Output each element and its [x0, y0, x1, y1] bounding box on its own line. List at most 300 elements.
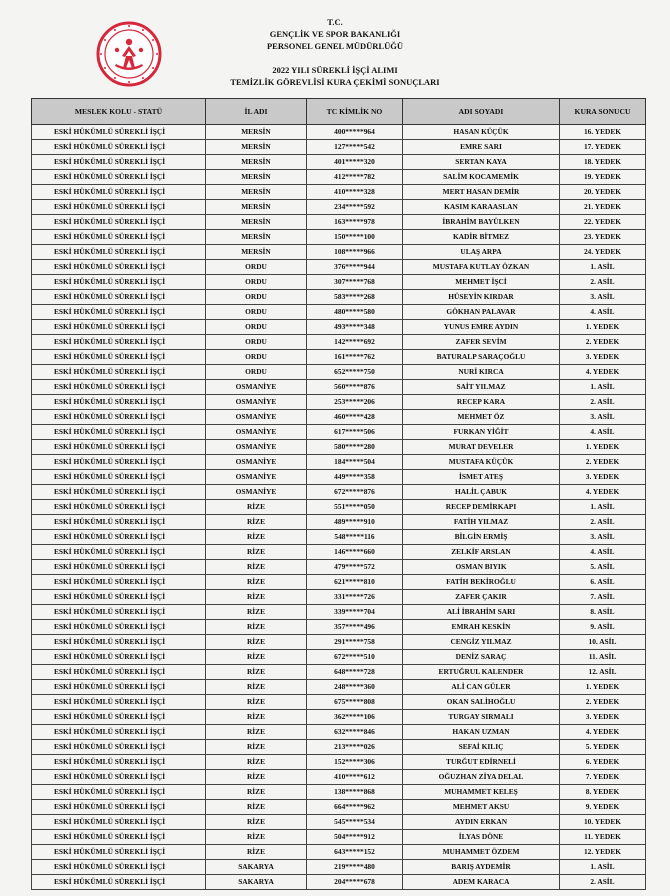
header-tc: T.C. — [327, 17, 343, 27]
cell-province: RİZE — [206, 650, 307, 665]
cell-province: RİZE — [206, 800, 307, 815]
table-row — [32, 200, 646, 215]
cell-province: RİZE — [206, 590, 307, 605]
cell-province: MERSİN — [206, 155, 307, 170]
cell-full-name: AYDIN ERKAN — [403, 815, 560, 830]
cell-occupation: ESKİ HÜKÜMLÜ SÜREKLİ İŞÇİ — [32, 545, 206, 560]
cell-occupation: ESKİ HÜKÜMLÜ SÜREKLİ İŞÇİ — [32, 290, 206, 305]
cell-lottery-result: 2. ASİL — [560, 515, 646, 530]
table-row — [32, 680, 646, 695]
cell-occupation: ESKİ HÜKÜMLÜ SÜREKLİ İŞÇİ — [32, 530, 206, 545]
cell-occupation: ESKİ HÜKÜMLÜ SÜREKLİ İŞÇİ — [32, 710, 206, 725]
cell-occupation: ESKİ HÜKÜMLÜ SÜREKLİ İŞÇİ — [32, 260, 206, 275]
cell-lottery-result: 2. YEDEK — [560, 455, 646, 470]
table-row — [32, 605, 646, 620]
cell-occupation: ESKİ HÜKÜMLÜ SÜREKLİ İŞÇİ — [32, 650, 206, 665]
cell-tc-number: 560*****876 — [307, 380, 403, 395]
cell-province: RİZE — [206, 665, 307, 680]
cell-province: RİZE — [206, 770, 307, 785]
table-row — [32, 830, 646, 845]
cell-occupation: ESKİ HÜKÜMLÜ SÜREKLİ İŞÇİ — [32, 755, 206, 770]
cell-province: RİZE — [206, 575, 307, 590]
column-header-tc-number: TC KİMLİK NO — [307, 99, 403, 125]
cell-full-name: KASIM KARAASLAN — [403, 200, 560, 215]
cell-province: ORDU — [206, 320, 307, 335]
cell-occupation: ESKİ HÜKÜMLÜ SÜREKLİ İŞÇİ — [32, 275, 206, 290]
table-row — [32, 440, 646, 455]
cell-province: ORDU — [206, 275, 307, 290]
cell-lottery-result: 8. YEDEK — [560, 785, 646, 800]
cell-occupation: ESKİ HÜKÜMLÜ SÜREKLİ İŞÇİ — [32, 665, 206, 680]
cell-lottery-result: 4. ASİL — [560, 545, 646, 560]
cell-occupation: ESKİ HÜKÜMLÜ SÜREKLİ İŞÇİ — [32, 725, 206, 740]
table-row — [32, 230, 646, 245]
cell-full-name: EMRAH KESKİN — [403, 620, 560, 635]
cell-lottery-result: 2. YEDEK — [560, 695, 646, 710]
cell-occupation: ESKİ HÜKÜMLÜ SÜREKLİ İŞÇİ — [32, 440, 206, 455]
cell-lottery-result: 6. YEDEK — [560, 755, 646, 770]
cell-occupation: ESKİ HÜKÜMLÜ SÜREKLİ İŞÇİ — [32, 605, 206, 620]
cell-full-name: FATİH BEKİROĞLU — [403, 575, 560, 590]
cell-lottery-result: 12. ASİL — [560, 665, 646, 680]
cell-tc-number: 672*****876 — [307, 485, 403, 500]
cell-full-name: DENİZ SARAÇ — [403, 650, 560, 665]
table-row — [32, 305, 646, 320]
cell-lottery-result: 3. YEDEK — [560, 710, 646, 725]
cell-province: ORDU — [206, 335, 307, 350]
table-row — [32, 770, 646, 785]
cell-occupation: ESKİ HÜKÜMLÜ SÜREKLİ İŞÇİ — [32, 200, 206, 215]
cell-occupation: ESKİ HÜKÜMLÜ SÜREKLİ İŞÇİ — [32, 740, 206, 755]
cell-full-name: EMRE SARI — [403, 140, 560, 155]
cell-full-name: İBRAHİM BAYÜLKEN — [403, 215, 560, 230]
cell-lottery-result: 16. YEDEK — [560, 125, 646, 140]
cell-province: OSMANİYE — [206, 485, 307, 500]
cell-occupation: ESKİ HÜKÜMLÜ SÜREKLİ İŞÇİ — [32, 140, 206, 155]
cell-province: RİZE — [206, 515, 307, 530]
cell-occupation: ESKİ HÜKÜMLÜ SÜREKLİ İŞÇİ — [32, 785, 206, 800]
cell-lottery-result: 2. ASİL — [560, 395, 646, 410]
cell-full-name: ALİ CAN GÜLER — [403, 680, 560, 695]
cell-occupation: ESKİ HÜKÜMLÜ SÜREKLİ İŞÇİ — [32, 485, 206, 500]
table-row — [32, 350, 646, 365]
cell-province: RİZE — [206, 755, 307, 770]
cell-full-name: BİLGİN ERMİŞ — [403, 530, 560, 545]
cell-tc-number: 643*****152 — [307, 845, 403, 860]
cell-full-name: MUHAMMET KELEŞ — [403, 785, 560, 800]
lottery-results-table — [31, 98, 646, 890]
cell-tc-number: 460*****428 — [307, 410, 403, 425]
cell-tc-number: 142*****692 — [307, 335, 403, 350]
cell-lottery-result: 10. YEDEK — [560, 815, 646, 830]
cell-full-name: BATURALP SARAÇOĞLU — [403, 350, 560, 365]
cell-lottery-result: 2. ASİL — [560, 275, 646, 290]
table-row — [32, 125, 646, 140]
cell-lottery-result: 1. YEDEK — [560, 320, 646, 335]
cell-lottery-result: 12. YEDEK — [560, 845, 646, 860]
cell-lottery-result: 20. YEDEK — [560, 185, 646, 200]
cell-province: RİZE — [206, 725, 307, 740]
cell-lottery-result: 11. YEDEK — [560, 830, 646, 845]
cell-full-name: MEHMET AKSU — [403, 800, 560, 815]
cell-occupation: ESKİ HÜKÜMLÜ SÜREKLİ İŞÇİ — [32, 365, 206, 380]
table-row — [32, 320, 646, 335]
table-row — [32, 365, 646, 380]
cell-tc-number: 493*****348 — [307, 320, 403, 335]
cell-lottery-result: 23. YEDEK — [560, 230, 646, 245]
cell-occupation: ESKİ HÜKÜMLÜ SÜREKLİ İŞÇİ — [32, 515, 206, 530]
cell-occupation: ESKİ HÜKÜMLÜ SÜREKLİ İŞÇİ — [32, 305, 206, 320]
cell-province: MERSİN — [206, 170, 307, 185]
cell-full-name: İSMET ATEŞ — [403, 470, 560, 485]
cell-full-name: CENGİZ YILMAZ — [403, 635, 560, 650]
table-row — [32, 275, 646, 290]
cell-lottery-result: 3. YEDEK — [560, 350, 646, 365]
cell-tc-number: 675*****808 — [307, 695, 403, 710]
table-row — [32, 515, 646, 530]
cell-full-name: GÖKHAN PALAVAR — [403, 305, 560, 320]
cell-province: OSMANİYE — [206, 455, 307, 470]
cell-lottery-result: 2. YEDEK — [560, 335, 646, 350]
cell-full-name: KADİR BİTMEZ — [403, 230, 560, 245]
cell-occupation: ESKİ HÜKÜMLÜ SÜREKLİ İŞÇİ — [32, 500, 206, 515]
table-row — [32, 665, 646, 680]
cell-occupation: ESKİ HÜKÜMLÜ SÜREKLİ İŞÇİ — [32, 230, 206, 245]
cell-occupation: ESKİ HÜKÜMLÜ SÜREKLİ İŞÇİ — [32, 350, 206, 365]
table-body — [32, 125, 646, 890]
table-row — [32, 245, 646, 260]
cell-province: RİZE — [206, 545, 307, 560]
cell-full-name: YUNUS EMRE AYDIN — [403, 320, 560, 335]
cell-full-name: ALİ İBRAHİM SARI — [403, 605, 560, 620]
cell-province: ORDU — [206, 350, 307, 365]
cell-tc-number: 127*****542 — [307, 140, 403, 155]
document-header — [0, 16, 670, 88]
cell-occupation: ESKİ HÜKÜMLÜ SÜREKLİ İŞÇİ — [32, 335, 206, 350]
cell-province: RİZE — [206, 500, 307, 515]
cell-tc-number: 548*****116 — [307, 530, 403, 545]
cell-occupation: ESKİ HÜKÜMLÜ SÜREKLİ İŞÇİ — [32, 395, 206, 410]
cell-tc-number: 161*****762 — [307, 350, 403, 365]
cell-full-name: BARIŞ AYDEMİR — [403, 860, 560, 875]
cell-province: RİZE — [206, 635, 307, 650]
table-header-row — [32, 99, 646, 125]
cell-lottery-result: 17. YEDEK — [560, 140, 646, 155]
cell-occupation: ESKİ HÜKÜMLÜ SÜREKLİ İŞÇİ — [32, 845, 206, 860]
cell-occupation: ESKİ HÜKÜMLÜ SÜREKLİ İŞÇİ — [32, 800, 206, 815]
cell-tc-number: 152*****306 — [307, 755, 403, 770]
header-lottery-title: TEMİZLİK GÖREVLİSİ KURA ÇEKİMİ SONUÇLARI — [230, 77, 440, 87]
table-row — [32, 290, 646, 305]
cell-occupation: ESKİ HÜKÜMLÜ SÜREKLİ İŞÇİ — [32, 380, 206, 395]
cell-tc-number: 401*****320 — [307, 155, 403, 170]
cell-province: RİZE — [206, 785, 307, 800]
cell-full-name: TURGAY SIRMALI — [403, 710, 560, 725]
cell-province: ORDU — [206, 365, 307, 380]
cell-occupation: ESKİ HÜKÜMLÜ SÜREKLİ İŞÇİ — [32, 425, 206, 440]
cell-tc-number: 410*****328 — [307, 185, 403, 200]
cell-full-name: RECEP KARA — [403, 395, 560, 410]
cell-occupation: ESKİ HÜKÜMLÜ SÜREKLİ İŞÇİ — [32, 125, 206, 140]
cell-tc-number: 621*****810 — [307, 575, 403, 590]
cell-lottery-result: 9. ASİL — [560, 620, 646, 635]
cell-tc-number: 213*****026 — [307, 740, 403, 755]
table-row — [32, 560, 646, 575]
table-row — [32, 260, 646, 275]
cell-tc-number: 648*****728 — [307, 665, 403, 680]
cell-tc-number: 580*****280 — [307, 440, 403, 455]
cell-full-name: ZAFER SEVİM — [403, 335, 560, 350]
cell-full-name: OĞUZHAN ZİYA DELAL — [403, 770, 560, 785]
cell-occupation: ESKİ HÜKÜMLÜ SÜREKLİ İŞÇİ — [32, 815, 206, 830]
cell-tc-number: 410*****612 — [307, 770, 403, 785]
cell-lottery-result: 7. YEDEK — [560, 770, 646, 785]
table-row — [32, 185, 646, 200]
cell-tc-number: 376*****944 — [307, 260, 403, 275]
cell-lottery-result: 18. YEDEK — [560, 155, 646, 170]
cell-occupation: ESKİ HÜKÜMLÜ SÜREKLİ İŞÇİ — [32, 185, 206, 200]
table-row — [32, 470, 646, 485]
table-row — [32, 815, 646, 830]
cell-tc-number: 489*****910 — [307, 515, 403, 530]
column-header-province: İL ADI — [206, 99, 307, 125]
table-row — [32, 425, 646, 440]
cell-province: MERSİN — [206, 140, 307, 155]
cell-tc-number: 357*****496 — [307, 620, 403, 635]
table-row — [32, 725, 646, 740]
cell-tc-number: 479*****572 — [307, 560, 403, 575]
cell-occupation: ESKİ HÜKÜMLÜ SÜREKLİ İŞÇİ — [32, 620, 206, 635]
cell-tc-number: 248*****360 — [307, 680, 403, 695]
cell-tc-number: 108*****966 — [307, 245, 403, 260]
table-row — [32, 755, 646, 770]
cell-tc-number: 146*****660 — [307, 545, 403, 560]
cell-tc-number: 551*****050 — [307, 500, 403, 515]
cell-province: MERSİN — [206, 200, 307, 215]
cell-province: MERSİN — [206, 245, 307, 260]
cell-occupation: ESKİ HÜKÜMLÜ SÜREKLİ İŞÇİ — [32, 680, 206, 695]
cell-lottery-result: 5. YEDEK — [560, 740, 646, 755]
cell-province: OSMANİYE — [206, 380, 307, 395]
cell-tc-number: 583*****268 — [307, 290, 403, 305]
header-directorate: PERSONEL GENEL MÜDÜRLÜĞÜ — [266, 41, 404, 51]
cell-province: MERSİN — [206, 230, 307, 245]
table-row — [32, 620, 646, 635]
cell-occupation: ESKİ HÜKÜMLÜ SÜREKLİ İŞÇİ — [32, 410, 206, 425]
table-row — [32, 140, 646, 155]
cell-lottery-result: 19. YEDEK — [560, 170, 646, 185]
cell-tc-number: 204*****678 — [307, 875, 403, 890]
cell-province: ORDU — [206, 260, 307, 275]
cell-full-name: ULAŞ ARPA — [403, 245, 560, 260]
cell-full-name: HALİL ÇABUK — [403, 485, 560, 500]
table-row — [32, 410, 646, 425]
cell-tc-number: 664*****962 — [307, 800, 403, 815]
cell-province: RİZE — [206, 605, 307, 620]
cell-lottery-result: 22. YEDEK — [560, 215, 646, 230]
cell-tc-number: 331*****726 — [307, 590, 403, 605]
cell-lottery-result: 1. YEDEK — [560, 440, 646, 455]
cell-tc-number: 412*****782 — [307, 170, 403, 185]
cell-province: RİZE — [206, 710, 307, 725]
table-row — [32, 860, 646, 875]
cell-occupation: ESKİ HÜKÜMLÜ SÜREKLİ İŞÇİ — [32, 635, 206, 650]
table-row — [32, 635, 646, 650]
cell-province: RİZE — [206, 815, 307, 830]
cell-occupation: ESKİ HÜKÜMLÜ SÜREKLİ İŞÇİ — [32, 695, 206, 710]
cell-lottery-result: 1. ASİL — [560, 500, 646, 515]
cell-full-name: SAİT YILMAZ — [403, 380, 560, 395]
cell-occupation: ESKİ HÜKÜMLÜ SÜREKLİ İŞÇİ — [32, 155, 206, 170]
cell-province: MERSİN — [206, 215, 307, 230]
column-header-lottery-result: KURA SONUCU — [560, 99, 646, 125]
cell-tc-number: 504*****912 — [307, 830, 403, 845]
cell-full-name: SEFAİ KILIÇ — [403, 740, 560, 755]
cell-province: MERSİN — [206, 185, 307, 200]
cell-occupation: ESKİ HÜKÜMLÜ SÜREKLİ İŞÇİ — [32, 320, 206, 335]
table-row — [32, 500, 646, 515]
cell-lottery-result: 1. YEDEK — [560, 680, 646, 695]
cell-full-name: FATİH YILMAZ — [403, 515, 560, 530]
cell-province: ORDU — [206, 290, 307, 305]
cell-province: RİZE — [206, 680, 307, 695]
table-row — [32, 155, 646, 170]
cell-full-name: MEHMET İŞCİ — [403, 275, 560, 290]
cell-lottery-result: 3. YEDEK — [560, 470, 646, 485]
cell-lottery-result: 11. ASİL — [560, 650, 646, 665]
cell-province: ORDU — [206, 305, 307, 320]
cell-occupation: ESKİ HÜKÜMLÜ SÜREKLİ İŞÇİ — [32, 575, 206, 590]
cell-occupation: ESKİ HÜKÜMLÜ SÜREKLİ İŞÇİ — [32, 470, 206, 485]
cell-occupation: ESKİ HÜKÜMLÜ SÜREKLİ İŞÇİ — [32, 560, 206, 575]
cell-province: RİZE — [206, 830, 307, 845]
cell-lottery-result: 1. ASİL — [560, 860, 646, 875]
cell-full-name: ZAFER ÇAKIR — [403, 590, 560, 605]
cell-tc-number: 234*****592 — [307, 200, 403, 215]
cell-lottery-result: 10. ASİL — [560, 635, 646, 650]
table-row — [32, 170, 646, 185]
cell-province: OSMANİYE — [206, 440, 307, 455]
cell-full-name: SALİM KOCAMEMİK — [403, 170, 560, 185]
cell-tc-number: 163*****978 — [307, 215, 403, 230]
table-row — [32, 710, 646, 725]
cell-tc-number: 672*****510 — [307, 650, 403, 665]
cell-lottery-result: 5. ASİL — [560, 560, 646, 575]
cell-province: OSMANİYE — [206, 470, 307, 485]
cell-tc-number: 449*****358 — [307, 470, 403, 485]
cell-lottery-result: 4. ASİL — [560, 425, 646, 440]
cell-tc-number: 253*****206 — [307, 395, 403, 410]
cell-occupation: ESKİ HÜKÜMLÜ SÜREKLİ İŞÇİ — [32, 170, 206, 185]
cell-full-name: NURİ KIRCA — [403, 365, 560, 380]
cell-full-name: ZELKİF ARSLAN — [403, 545, 560, 560]
cell-full-name: MURAT DEVELER — [403, 440, 560, 455]
cell-occupation: ESKİ HÜKÜMLÜ SÜREKLİ İŞÇİ — [32, 860, 206, 875]
cell-tc-number: 652*****750 — [307, 365, 403, 380]
table-row — [32, 485, 646, 500]
cell-full-name: HÜSEYİN KIRDAR — [403, 290, 560, 305]
cell-province: OSMANİYE — [206, 410, 307, 425]
table-row — [32, 845, 646, 860]
cell-full-name: MERT HASAN DEMİR — [403, 185, 560, 200]
cell-full-name: RECEP DEMİRKAPI — [403, 500, 560, 515]
cell-province: SAKARYA — [206, 875, 307, 890]
cell-full-name: MUSTAFA KÜÇÜK — [403, 455, 560, 470]
cell-full-name: ERTUĞRUL KALENDER — [403, 665, 560, 680]
cell-tc-number: 632*****846 — [307, 725, 403, 740]
cell-tc-number: 307*****768 — [307, 275, 403, 290]
cell-tc-number: 184*****504 — [307, 455, 403, 470]
cell-full-name: ADEM KARACA — [403, 875, 560, 890]
cell-tc-number: 291*****758 — [307, 635, 403, 650]
table-row — [32, 875, 646, 890]
table-row — [32, 455, 646, 470]
cell-lottery-result: 3. ASİL — [560, 410, 646, 425]
cell-full-name: MUSTAFA KUTLAY ÖZKAN — [403, 260, 560, 275]
table-row — [32, 695, 646, 710]
cell-lottery-result: 9. YEDEK — [560, 800, 646, 815]
cell-province: OSMANİYE — [206, 395, 307, 410]
cell-lottery-result: 1. ASİL — [560, 260, 646, 275]
cell-lottery-result: 1. ASİL — [560, 380, 646, 395]
cell-lottery-result: 21. YEDEK — [560, 200, 646, 215]
table-row — [32, 335, 646, 350]
cell-tc-number: 150*****100 — [307, 230, 403, 245]
cell-province: RİZE — [206, 530, 307, 545]
cell-lottery-result: 24. YEDEK — [560, 245, 646, 260]
cell-lottery-result: 4. YEDEK — [560, 485, 646, 500]
cell-province: OSMANİYE — [206, 425, 307, 440]
table-row — [32, 800, 646, 815]
cell-province: MERSİN — [206, 125, 307, 140]
cell-tc-number: 138*****868 — [307, 785, 403, 800]
cell-lottery-result: 3. ASİL — [560, 290, 646, 305]
cell-lottery-result: 4. ASİL — [560, 305, 646, 320]
table-row — [32, 740, 646, 755]
cell-full-name: MUHAMMET ÖZDEM — [403, 845, 560, 860]
cell-full-name: HAKAN UZMAN — [403, 725, 560, 740]
column-header-occupation: MESLEK KOLU - STATÜ — [32, 99, 206, 125]
table-row — [32, 380, 646, 395]
cell-full-name: TURĞUT EDİRNELİ — [403, 755, 560, 770]
cell-province: RİZE — [206, 620, 307, 635]
cell-occupation: ESKİ HÜKÜMLÜ SÜREKLİ İŞÇİ — [32, 590, 206, 605]
cell-full-name: FURKAN YİĞİT — [403, 425, 560, 440]
cell-full-name: İLYAS DÖNE — [403, 830, 560, 845]
cell-occupation: ESKİ HÜKÜMLÜ SÜREKLİ İŞÇİ — [32, 245, 206, 260]
cell-occupation: ESKİ HÜKÜMLÜ SÜREKLİ İŞÇİ — [32, 770, 206, 785]
cell-tc-number: 617*****506 — [307, 425, 403, 440]
cell-full-name: MEHMET ÖZ — [403, 410, 560, 425]
cell-tc-number: 400*****964 — [307, 125, 403, 140]
cell-tc-number: 219*****480 — [307, 860, 403, 875]
column-header-full-name: ADI SOYADI — [403, 99, 560, 125]
cell-tc-number: 339*****704 — [307, 605, 403, 620]
cell-full-name: OSMAN BIYIK — [403, 560, 560, 575]
table-row — [32, 395, 646, 410]
cell-province: SAKARYA — [206, 860, 307, 875]
table-row — [32, 590, 646, 605]
cell-tc-number: 480*****580 — [307, 305, 403, 320]
cell-tc-number: 362*****106 — [307, 710, 403, 725]
cell-tc-number: 545*****534 — [307, 815, 403, 830]
cell-occupation: ESKİ HÜKÜMLÜ SÜREKLİ İŞÇİ — [32, 830, 206, 845]
header-recruitment-title: 2022 YILI SÜREKLİ İŞÇİ ALIMI — [272, 65, 398, 75]
cell-lottery-result: 7. ASİL — [560, 590, 646, 605]
table-row — [32, 215, 646, 230]
header-ministry: GENÇLİK VE SPOR BAKANLIĞI — [269, 29, 401, 39]
cell-lottery-result: 6. ASİL — [560, 575, 646, 590]
